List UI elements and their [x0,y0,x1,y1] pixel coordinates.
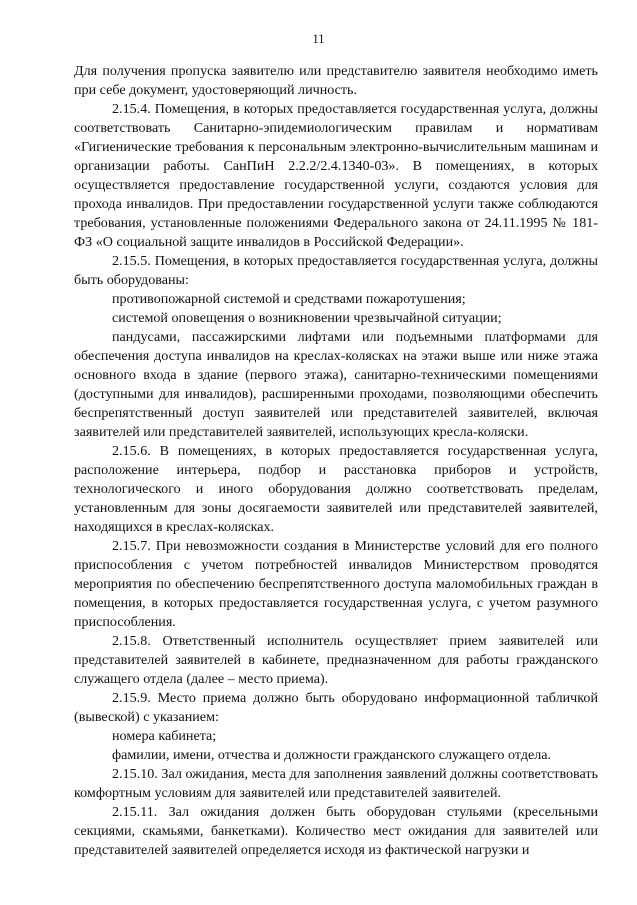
paragraph: Для получения пропуска заявителю или представителю заявителя необходимо иметь при себе документ, удостоверяющий личность. [74,63,598,98]
list-item: системой оповещения о возникновении чрезвычайной ситуации; [112,310,502,326]
document-body [74,62,598,860]
paragraph-2-15-9: 2.15.9. Место приема должно быть оборудовано информационной табличкой (вывеской) с указанием: [74,690,598,725]
paragraph-2-15-11: 2.15.11. Зал ожидания должен быть оборудован стульями (кресельными секциями, скамьями, банкетками). Количество мест ожидания для заявителей или представителей заявителей определяется исходя из фактической нагрузки и [74,804,598,858]
paragraph-2-15-5: 2.15.5. Помещения, в которых предоставляется государственная услуга, должны быть оборудованы: [74,253,598,288]
page-number: 11 [312,32,325,46]
paragraph: пандусами, пассажирскими лифтами или подъемными платформами для обеспечения доступа инвалидов на креслах-колясках на этажи выше или ниже этажа основного входа в здание (первого этажа), санитарно-техническими помещениями (доступными для инвалидов), расширенными проходами, позволяющими обеспечить беспрепятственный доступ заявителей или представителей заявителей, включая заявителей или представителей заявителей, использующих кресла-коляски. [74,329,598,440]
paragraph-2-15-6: 2.15.6. В помещениях, в которых предоставляется государственная услуга, расположение интерьера, подбор и расстановка приборов и устройств, технологического и иного оборудования должно соответствовать пределам, установленным для зоны досягаемости заявителей или представителей заявителей, находящихся в креслах-колясках. [74,443,598,535]
list-item: фамилии, имени, отчества и должности гражданского служащего отдела. [112,747,552,763]
paragraph-2-15-8: 2.15.8. Ответственный исполнитель осуществляет прием заявителей или представителей заявителей в кабинете, предназначенном для работы гражданского служащего отдела (далее – место приема). [74,633,598,687]
paragraph-2-15-10: 2.15.10. Зал ожидания, места для заполнения заявлений должны соответствовать комфортным условиям для заявителей или представителей заявителей. [74,766,598,801]
paragraph-2-15-7: 2.15.7. При невозможности создания в Министерстве условий для его полного приспособления с учетом потребностей инвалидов Министерством проводятся мероприятия по обеспечению беспрепятственного доступа маломобильных граждан в помещения, в которых предоставляется государственная услуга, с учетом разумного приспособления. [74,538,598,630]
list-item: противопожарной системой и средствами пожаротушения; [112,291,466,307]
paragraph-2-15-4: 2.15.4. Помещения, в которых предоставляется государственная услуга, должны соответствовать Санитарно-эпидемиологическим правилам и нормативам «Гигиенические требования к персональным электронно-вычислительным машинам и организации работы. СанПиН 2.2.2/2.4.1340-03». В помещениях, в которых осуществляется предоставление государственной услуги, создаются условия для прохода инвалидов. При предоставлении государственной услуги также соблюдаются требования, установленные положениями Федерального закона от 24.11.1995 № 181-ФЗ «О социальной защите инвалидов в Российской Федерации». [74,101,598,250]
list-item: номера кабинета; [112,728,217,744]
